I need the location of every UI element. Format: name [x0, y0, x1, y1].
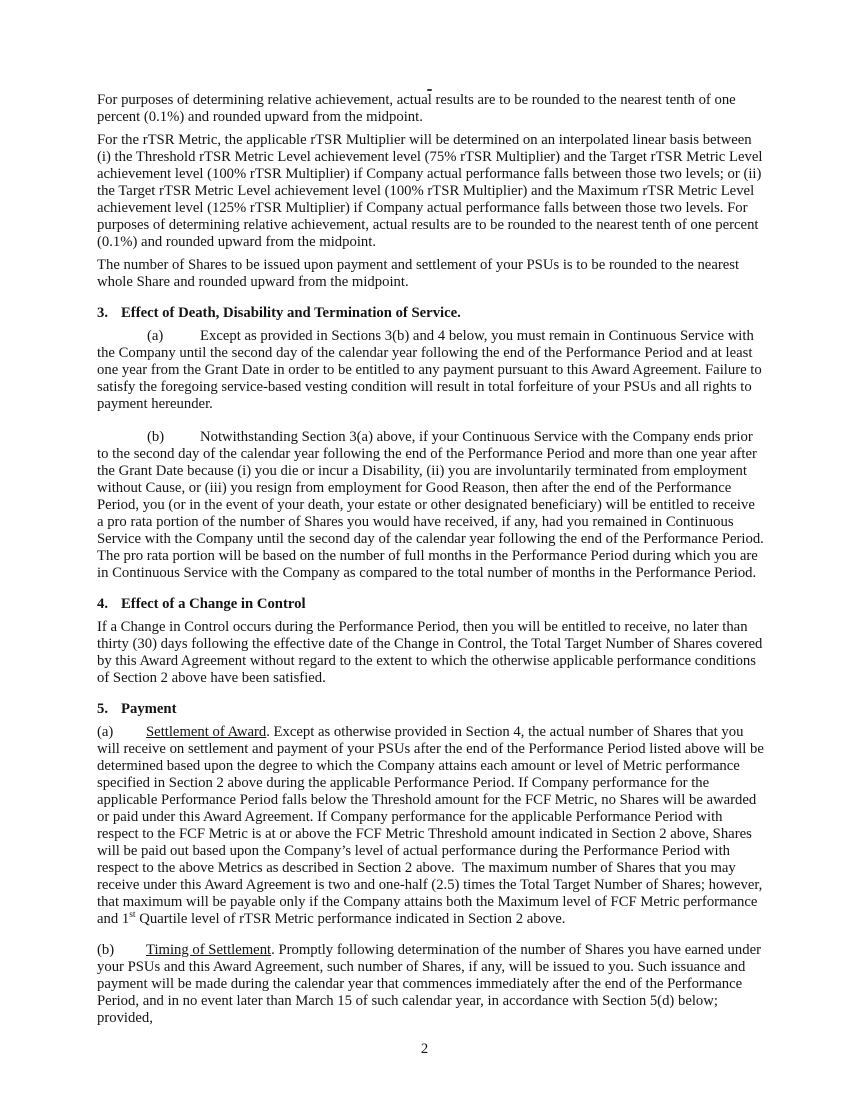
- document-content: [97, 92, 764, 1027]
- subsection-3a-text: Except as provided in Sections 3(b) and 4 below, you must remain in Continuous Service with the Company until the second day of the calendar year following the end of the Performance Period and at least one year from the Grant Date in order to be entitled to any payment pursuant to this Award Agreement. Failure to satisfy the foregoing service-based vesting condition will result in total forfeiture of your PSUs and all rights to payment hereunder.: [97, 328, 762, 412]
- subsection-5b-label: (b): [97, 942, 115, 958]
- scan-artifact-mark: [427, 89, 432, 91]
- section-3-number: 3.: [97, 305, 109, 321]
- subsection-5a-text: . Except as otherwise provided in Section 4, the actual number of Shares that you will receive on settlement and payment of your PSUs after the end of the Performance Period listed above will be determined based upon the degree to which the Company attains each amount or level of Metric performance specified in Section 2 above during the applicable Performance Period. If Company performance for the applicable Performance Period falls below the Threshold amount for the FCF Metric, no Shares will be awarded or paid under this Award Agreement. If Company performance for the applicable Performance Period with respect to the FCF Metric is at or above the FCF Metric Threshold amount indicated in Section 2 above, Shares will be paid out based upon the Company’s level of actual performance during the Performance Period with respect to the above Metrics as described in Section 2 above. The maximum number of Shares that you may receive under this Award Agreement is two and one-half (2.5) times the Total Target Number of Shares; however, that maximum will be payable only if the Company attains both the Maximum level of FCF Metric performance and 1: [97, 724, 764, 927]
- subsection-5a-label: (a): [97, 724, 114, 740]
- subsection-3b-text: Notwithstanding Section 3(a) above, if your Continuous Service with the Company ends prior to the second day of the calendar year following the end of the Performance Period and more than one year after the Grant Date because (i) you die or incur a Disability, (ii) you are involuntarily terminated from employment without Cause, or (iii) you resign from employment for Good Reason, then after the end of the Performance Period, you (or in the event of your death, your estate or other designated beneficiary) will be entitled to receive a pro rata portion of the number of Shares you would have received, if any, had you remained in Continuous Service with the Company until the second day of the calendar year following the end of the Performance Period. The pro rata portion will be based on the number of full months in the Performance Period during which you are in Continuous Service with the Company as compared to the total number of months in the Performance Period.: [97, 429, 764, 581]
- subsection-5a-text-after-superscript: Quartile level of rTSR Metric performance indicated in Section 2 above.: [135, 911, 566, 927]
- section-4-number: 4.: [97, 596, 109, 612]
- page-number: 2: [420, 1041, 429, 1057]
- section-5a-paragraph: [97, 724, 764, 928]
- section-4-heading: [97, 596, 764, 613]
- section-5b-paragraph: [97, 942, 764, 1027]
- subsection-3b-label: (b): [147, 429, 165, 445]
- subsection-5a-underlined-heading: Settlement of Award: [146, 724, 267, 740]
- section-3a-paragraph: [97, 328, 764, 413]
- section-3-heading: [97, 305, 764, 322]
- subsection-3a-label: (a): [147, 328, 164, 344]
- section-5-number: 5.: [97, 701, 109, 717]
- section-4-paragraph: If a Change in Control occurs during the Performance Period, then you will be entitled to receive, no later than thirty (30) days following the effective date of the Change in Control, the Total Target Number of Shares covered by this Award Agreement without regard to the extent to which the otherwise applicable performance conditions of Section 2 above have been satisfied.: [97, 619, 763, 686]
- subsection-5b-text: . Promptly following determination of the number of Shares you have earned under your PSUs and this Award Agreement, such number of Shares, if any, will be issued to you. Such issuance and payment will be made during the calendar year that commences immediately after the end of the Performance Period, and in no event later than March 15 of such calendar year, in accordance with Section 5(d) below; provided,: [97, 942, 761, 1026]
- section-3b-paragraph: [97, 429, 764, 582]
- paragraph-rtsr-multiplier-interpolation: For the rTSR Metric, the applicable rTSR Multiplier will be determined on an interpolated linear basis between (i) the Threshold rTSR Metric Level achievement level (75% rTSR Multiplier) and the Target rTSR Metric Level achievement level (100% rTSR Multiplier) if Company actual performance falls between those two levels; or (ii) the Target rTSR Metric Level achievement level (100% rTSR Multiplier) and the Maximum rTSR Metric Level achievement level (125% rTSR Multiplier) if Company actual performance falls between those two levels. For purposes of determining relative achievement, actual results are to be rounded to the nearest tenth of one percent (0.1%) and rounded upward from the midpoint.: [97, 132, 763, 250]
- section-5-heading: [97, 701, 764, 718]
- section-4-title: Effect of a Change in Control: [121, 596, 306, 612]
- ordinal-superscript: st: [129, 910, 136, 921]
- section-5-title: Payment: [121, 701, 177, 717]
- subsection-5b-underlined-heading: Timing of Settlement: [146, 942, 272, 958]
- paragraph-relative-achievement-rounding: For purposes of determining relative achievement, actual results are to be rounded to the nearest tenth of one percent (0.1%) and rounded upward from the midpoint.: [97, 92, 736, 125]
- section-3-title: Effect of Death, Disability and Termination of Service.: [121, 305, 461, 321]
- paragraph-shares-rounding: The number of Shares to be issued upon payment and settlement of your PSUs is to be rounded to the nearest whole Share and rounded upward from the midpoint.: [97, 257, 740, 290]
